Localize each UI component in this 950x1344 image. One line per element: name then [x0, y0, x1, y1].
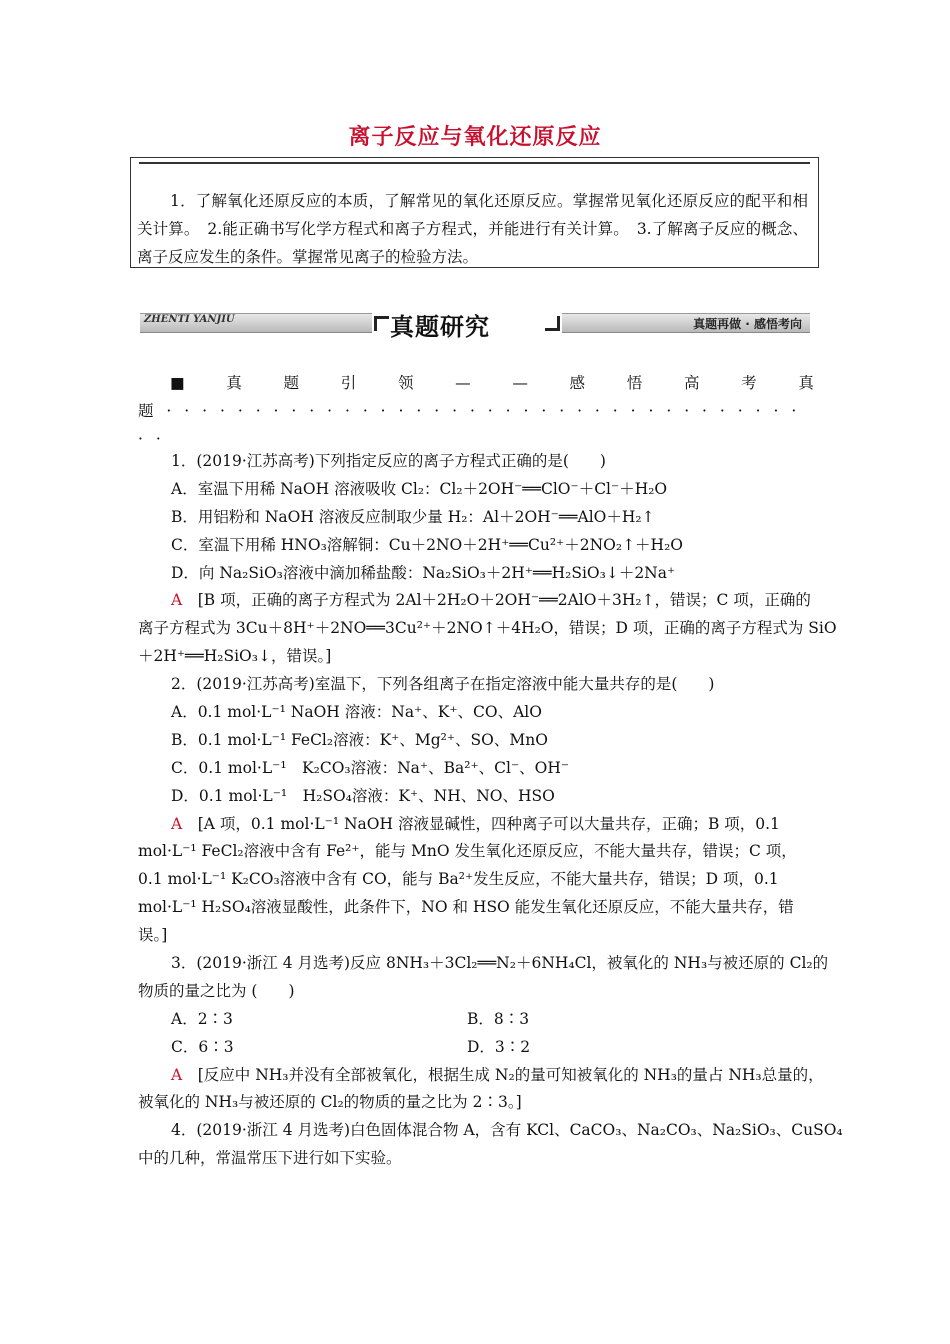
q3-options-row2	[138, 1034, 814, 1062]
q3-explanation-1: [反应中 NH₃并没有全部被氧化，根据生成 N₂的量可知被氧化的 NH₃的量占 NH₃总量的，	[197, 1065, 824, 1084]
q3-stem: 3．(2019·浙江 4 月选考)反应 8NH₃＋3Cl₂══N₂＋6NH₄Cl，被氧化的 NH₃与被还原的 Cl₂的	[171, 954, 829, 973]
learning-objectives-box	[130, 157, 819, 268]
q3-explanation-2: 被氧化的 NH₃与被还原的 Cl₂的物质的量之比为 2∶3。]	[138, 1093, 522, 1112]
answer-letter: A	[171, 591, 183, 610]
q1-explanation-2: 离子方程式为 3Cu＋8H⁺＋2NO══3Cu²⁺＋2NO↑＋4H₂O，错误；D 项，正确的离子方程式为 SiO	[138, 619, 837, 638]
q2-stem: 2．(2019·江苏高考)室温下，下列各组离子在指定溶液中能大量共存的是( )	[171, 675, 715, 694]
q3-option-d: D．3∶2	[467, 1037, 531, 1056]
heading-char: 悟	[626, 374, 643, 392]
q4-stem: 4．(2019·浙江 4 月选考)白色固体混合物 A，含有 KCl、CaCO₃、Na₂CO₃、Na₂SiO₃、CuSO₄	[171, 1121, 843, 1140]
banner-center	[372, 306, 562, 341]
q1-stem: 1．(2019·江苏高考)下列指定反应的离子方程式正确的是( )	[171, 452, 606, 470]
learning-objectives-text: 1．了解氧化还原反应的本质，了解常见的氧化还原反应。掌握常见氧化还原反应的配平和相关计算。 2.能正确书写化学方程式和离子方程式，并能进行有关计算。 3.了解离子反应的概念、离子反应发生的条件。掌握常见离子的检验方法。	[137, 192, 808, 266]
answer-letter: A	[171, 814, 183, 833]
q1-explanation-3: ＋2H⁺══H₂SiO₃↓，错误。]	[138, 647, 332, 666]
q2-option-b: B．0.1 mol·L⁻¹ FeCl₂溶液：K⁺、Mg²⁺、SO、MnO	[171, 730, 548, 749]
q3-options-row1	[138, 1006, 814, 1034]
q3-option-a: A．2∶3	[171, 1009, 233, 1028]
bracket-right-icon	[545, 316, 560, 331]
q1-option-d: D．向 Na₂SiO₃溶液中滴加稀盐酸：Na₂SiO₃＋2H⁺══H₂SiO₃↓＋2Na⁺	[171, 563, 676, 582]
banner-pinyin: ZHENTI YANJIU	[144, 314, 235, 325]
q3-stem-cont: 物质的量之比为 ( )	[138, 981, 295, 1000]
q2-answer	[138, 811, 814, 839]
q2-explanation-5: 误。]	[138, 926, 168, 945]
q2-option-a: A．0.1 mol·L⁻¹ NaOH 溶液：Na⁺、K⁺、CO、AlO	[171, 703, 542, 722]
banner-title: 真题研究	[390, 313, 490, 341]
heading-char: 考	[741, 374, 757, 392]
heading-char: 引	[340, 374, 357, 392]
q1-answer	[138, 587, 814, 615]
questions	[138, 448, 843, 1173]
section-heading-dots: 题 · · · · · · · · · · · · · · · · · · · · · · · · · · · · · · · · · · · ·	[138, 402, 801, 420]
section-heading	[138, 369, 814, 453]
banner-subtitle: 真题再做 · 感悟考向	[693, 317, 802, 331]
q4-stem-cont: 中的几种，常温常压下进行如下实验。	[138, 1149, 402, 1168]
bracket-left-icon	[374, 316, 389, 331]
section-banner	[140, 306, 810, 341]
q3-answer	[138, 1062, 824, 1090]
heading-char: 高	[683, 374, 700, 392]
q1-explanation-1: [B 项，正确的离子方程式为 2Al＋2H₂O＋2OH⁻══2AlO＋3H₂↑，错误；C 项，正确的	[197, 591, 811, 610]
answer-letter: A	[171, 1065, 183, 1084]
objectives-top-rule	[139, 162, 810, 164]
section-heading-row	[138, 369, 814, 397]
section-heading-dots-end: · ·	[138, 430, 165, 448]
q1-option-a: A．室温下用稀 NaOH 溶液吸收 Cl₂：Cl₂＋2OH⁻══ClO⁻＋Cl⁻＋H₂O	[171, 479, 668, 498]
heading-char: —	[512, 374, 528, 392]
square-bullet-icon: ■	[170, 374, 185, 392]
q2-explanation-4: mol·L⁻¹ H₂SO₄溶液显酸性，此条件下，NO 和 HSO 能发生氧化还原反应，不能大量共存，错	[138, 898, 794, 917]
q2-option-c: C．0.1 mol·L⁻¹ K₂CO₃溶液：Na⁺、Ba²⁺、Cl⁻、OH⁻	[171, 758, 570, 777]
heading-char: —	[455, 374, 471, 392]
heading-char: 真	[226, 374, 242, 392]
q1-option-c: C．室温下用稀 HNO₃溶解铜：Cu＋2NO＋2H⁺══Cu²⁺＋2NO₂↑＋H₂O	[171, 535, 683, 554]
q3-option-b: B．8∶3	[467, 1009, 530, 1028]
page-title: 离子反应与氧化还原反应	[348, 125, 602, 150]
heading-char: 题	[283, 374, 300, 392]
q1-option-b: B．用铝粉和 NaOH 溶液反应制取少量 H₂：Al＋2OH⁻══AlO＋H₂↑	[171, 507, 655, 526]
heading-char: 领	[397, 374, 414, 392]
q3-option-c: C．6∶3	[171, 1037, 234, 1056]
heading-char: 感	[569, 374, 586, 392]
q2-explanation-2: mol·L⁻¹ FeCl₂溶液中含有 Fe²⁺，能与 MnO 发生氧化还原反应，不能大量共存，错误；C 项，	[138, 842, 797, 861]
heading-char: 真	[798, 374, 814, 392]
q2-explanation-1: [A 项，0.1 mol·L⁻¹ NaOH 溶液显碱性，四种离子可以大量共存，正确；B 项，0.1	[197, 814, 780, 833]
q2-explanation-3: 0.1 mol·L⁻¹ K₂CO₃溶液中含有 CO，能与 Ba²⁺发生反应，不能大量共存，错误；D 项，0.1	[138, 870, 779, 889]
q2-option-d: D．0.1 mol·L⁻¹ H₂SO₄溶液：K⁺、NH、NO、HSO	[171, 786, 555, 805]
